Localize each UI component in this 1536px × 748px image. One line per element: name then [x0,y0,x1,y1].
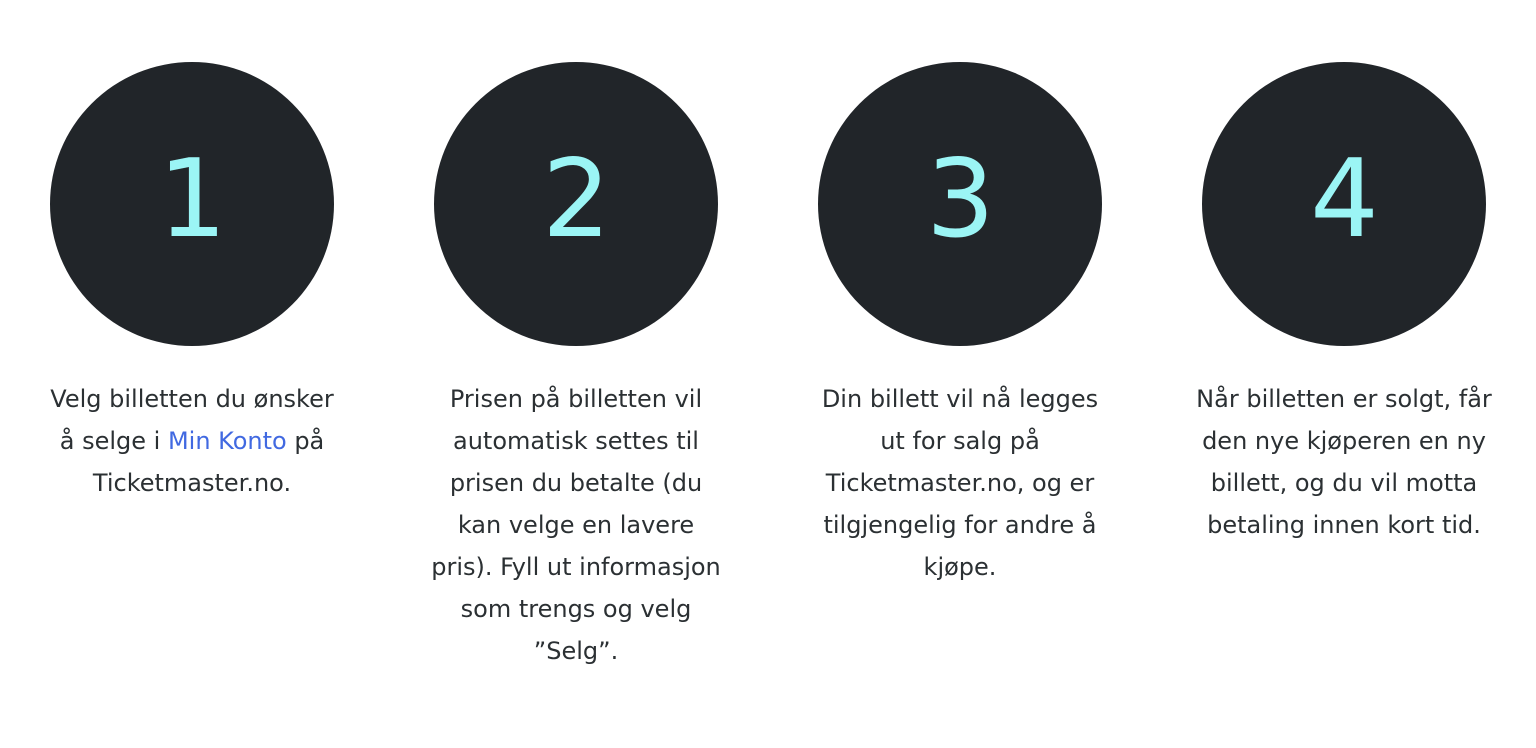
step-item-4 [1152,62,1536,546]
step-number-4: 4 [1310,137,1378,262]
step-caption-text-1b: på Ticketmaster.no. [92,427,325,497]
min-konto-link[interactable]: Min Konto [167,427,287,455]
step-item-3 [768,62,1152,588]
step-number-1: 1 [158,137,226,262]
step-number-3: 3 [926,137,994,262]
step-caption-3: Din billett vil nå legges ut for salg på Ticketmaster.no, og er tilgjengelig for andre å kjøpe. [821,385,1099,581]
step-caption-1 [46,378,338,504]
step-badge-1 [50,62,334,346]
step-badge-3 [818,62,1102,346]
step-badge-2 [434,62,718,346]
step-item-2 [384,62,768,672]
step-caption-4: Når billetten er solgt, får den nye kjøperen en ny billett, og du vil motta betaling innen kort tid. [1196,385,1492,539]
step-badge-4 [1202,62,1486,346]
step-item-1 [0,62,384,504]
step-number-2: 2 [542,137,610,262]
step-caption-text-1a: Velg billetten du ønsker å selge i [50,385,334,455]
step-caption-2: Prisen på billetten vil automatisk settes til prisen du betalte (du kan velge en lavere pris). Fyll ut informasjon som trengs og velg ”Selg”. [431,385,721,665]
